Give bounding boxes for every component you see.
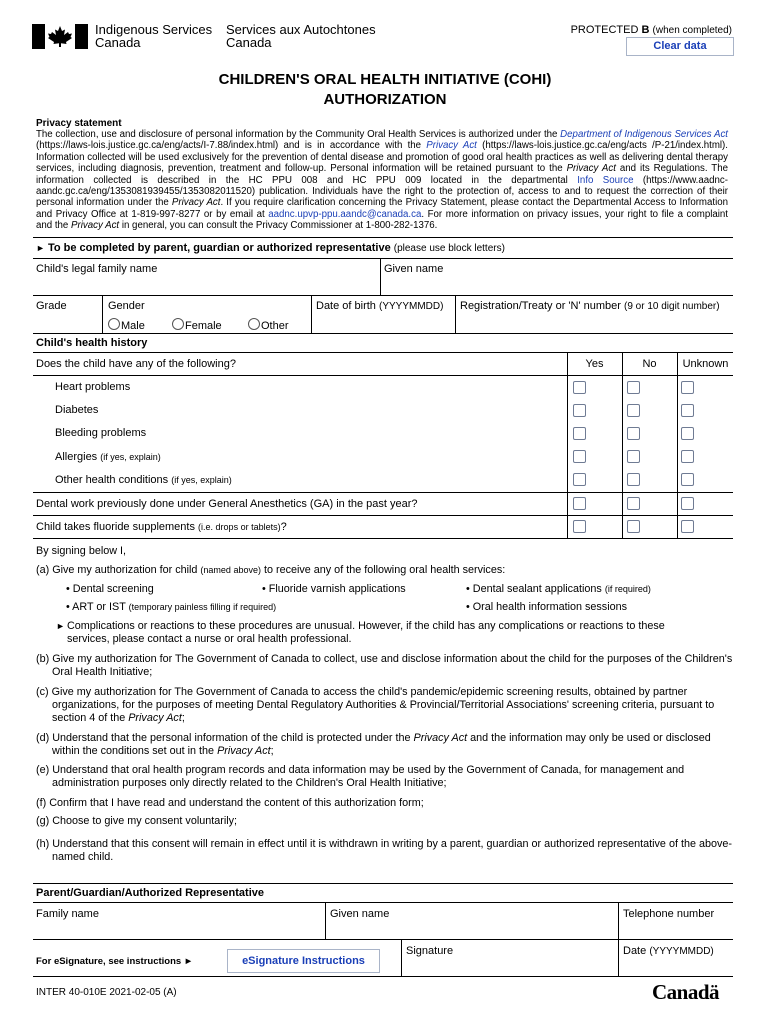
child-family-name-label: Child's legal family name [36, 263, 158, 275]
privacy-text-2: (https://laws-lois.justice.gc.ca/eng/acts/I-7.88/index.html) and is in accordance with the [36, 140, 422, 152]
divider [33, 515, 733, 516]
diabetes-unknown-checkbox[interactable] [681, 404, 694, 417]
health-heading: Child's health history [36, 337, 148, 349]
form-title-line2: AUTHORIZATION [323, 91, 447, 108]
allergies-label: Allergies [55, 451, 98, 463]
dept-name-fr [226, 23, 376, 49]
consent-c-italic: Privacy Act [128, 712, 182, 724]
consent-g: (g) Choose to give my consent voluntarily; [36, 815, 238, 827]
dob-label [316, 300, 443, 312]
gender-options [172, 318, 222, 332]
divider [33, 352, 733, 353]
rep-date-format: (YYYYMMDD) [649, 946, 714, 957]
ga-yes-checkbox[interactable] [573, 497, 586, 510]
divider [33, 883, 733, 884]
rep-family-name-input[interactable] [34, 922, 324, 938]
dept-name-en-line1: Indigenous Services [95, 22, 213, 37]
consent-b: (b) Give my authorization for The Government of Canada to collect, use and disclose information about the child for the purposes of the Children's Oral Health Initiative; [36, 653, 733, 678]
privacy-text-6: . If you require clarification concerning the Privacy Statement, please contact the Departmental Access to Information and Privacy Office at 1-819-997-8277 or by email at [36, 197, 729, 220]
diabetes-yes-checkbox[interactable] [573, 404, 586, 417]
divider [33, 902, 733, 903]
service-dental-screening: • Dental screening [66, 583, 154, 595]
rep-date-text: Date [623, 945, 647, 957]
dept-name-en-line2: Canada [95, 35, 141, 50]
divider [33, 939, 733, 940]
divider [567, 352, 568, 538]
divider [33, 492, 733, 493]
consent-c-end: ; [181, 712, 185, 724]
grade-label: Grade [36, 300, 67, 312]
divider [33, 295, 733, 296]
fluoride-note: (i.e. drops or tablets) [198, 522, 281, 532]
bleeding-yes-checkbox[interactable] [573, 427, 586, 440]
divider [33, 538, 733, 539]
gender-option-female[interactable] [172, 320, 222, 332]
service-dental-sealant [466, 583, 651, 595]
divider [33, 258, 733, 259]
parent-section-label [36, 242, 505, 254]
ga-no-checkbox[interactable] [627, 497, 640, 510]
signature-input[interactable] [403, 958, 616, 975]
consent-d-italic: Privacy Act [413, 732, 468, 744]
radio-icon[interactable] [108, 318, 120, 330]
consent-e: (e) Understand that oral health program records and data information may be used by the Government of Canada, for management and administration purposes only directly related to the Children's Oral Health Initiative; [36, 764, 685, 789]
protected-note: (when completed) [652, 25, 732, 36]
gender-male-label: Male [121, 320, 145, 332]
link-dept-act[interactable]: Department of Indigenous Services Act [560, 129, 728, 140]
divider [325, 903, 326, 939]
divider [311, 296, 312, 333]
divider [33, 333, 733, 334]
divider [33, 375, 733, 376]
link-email[interactable]: aadnc.upvp-ppu.aandc@canada.ca [268, 208, 422, 220]
rep-given-name-label: Given name [330, 908, 390, 920]
dental-sealant-label: • Dental sealant applications [466, 583, 602, 595]
consent-d-end: ; [270, 745, 274, 757]
privacy-text-8: in general, you can consult the Privacy Commissioner at 1-800-282-1376. [121, 220, 438, 232]
bleeding-unknown-checkbox[interactable] [681, 427, 694, 440]
registration-text: Registration/Treaty or 'N' number [460, 300, 621, 312]
protected-level: B [641, 24, 650, 36]
divider [622, 352, 623, 538]
signature-label: Signature [406, 945, 454, 957]
consent-d [36, 732, 734, 758]
divider [33, 237, 733, 238]
dept-name-fr-line1: Services aux Autochtones [226, 22, 376, 37]
rep-date-input[interactable] [620, 958, 732, 975]
registration-note: (9 or 10 digit number) [623, 301, 720, 312]
consent-c-text: (c) Give my authorization for The Government of Canada to access the child's pandemic/epidemic screening results, obtained by partner organizations, for the purposes of meeting Dental Regulatory Authorities & Provincial/Territorial Associations' screening criteria, pursuant to section 4 of the [36, 686, 715, 724]
fluoride-unknown-checkbox[interactable] [681, 520, 694, 533]
ga-unknown-checkbox[interactable] [681, 497, 694, 510]
dept-name-en [95, 23, 212, 49]
radio-icon[interactable] [172, 318, 184, 330]
protected-label [571, 24, 732, 36]
consent-a-end: to receive any of the following oral health services: [263, 564, 506, 576]
health-row-other [55, 474, 232, 486]
allergies-no-checkbox[interactable] [627, 450, 640, 463]
other-conditions-note: (if yes, explain) [171, 475, 232, 485]
other-no-checkbox[interactable] [627, 473, 640, 486]
other-conditions-label: Other health conditions [55, 474, 169, 486]
form-title [0, 70, 770, 110]
link-info-source[interactable]: Info Source [577, 174, 634, 186]
form-title-line1: CHILDREN'S ORAL HEALTH INITIATIVE (COHI) [218, 71, 552, 88]
representative-heading: Parent/Guardian/Authorized Representative [36, 887, 264, 899]
health-row-diabetes: Diabetes [55, 404, 99, 416]
esignature-instructions-button[interactable]: eSignature Instructions [227, 949, 380, 973]
fluoride-no-checkbox[interactable] [627, 520, 640, 533]
consent-c [36, 686, 734, 725]
privacy-text-5: (https://www.aadnc-aandc.gc.ca/eng/1353081939455/1353082011520) publication. Individuals have the right to the protection of, access to and to request the correction of their personal information under the [36, 174, 728, 209]
rep-given-name-input[interactable] [327, 922, 617, 938]
protected-text: PROTECTED [570, 24, 639, 36]
esignature-label: For eSignature, see instructions ► [36, 956, 194, 967]
gender-options [108, 318, 145, 332]
divider [455, 296, 456, 333]
gender-female-label: Female [185, 320, 222, 332]
consent-a-text: (a) Give my authorization for child [36, 564, 198, 576]
privacy-heading: Privacy statement [36, 118, 122, 129]
bleeding-no-checkbox[interactable] [627, 427, 640, 440]
consent-a-note: (named above) [200, 565, 261, 575]
gender-label: Gender [108, 300, 145, 312]
registration-input[interactable] [457, 313, 732, 331]
service-oral-health-info: • Oral health information sessions [466, 601, 628, 613]
privacy-act-italic-3: Privacy Act [71, 220, 120, 232]
parent-section-note: (please use block letters) [393, 243, 505, 254]
col-no-header: No [642, 358, 657, 370]
allergies-note: (if yes, explain) [100, 452, 161, 462]
registration-label [460, 300, 720, 312]
heart-unknown-checkbox[interactable] [681, 381, 694, 394]
arrow-right-icon: ► [56, 621, 65, 631]
allergies-yes-checkbox[interactable] [573, 450, 586, 463]
consent-intro: By signing below I, [36, 545, 127, 557]
arrow-right-icon: ► [36, 243, 45, 253]
telephone-label: Telephone number [623, 908, 715, 920]
dob-format: (YYYYMMDD) [378, 301, 444, 312]
consent-f: (f) Confirm that I have read and understand the content of this authorization form; [36, 797, 424, 809]
col-yes-header: Yes [585, 358, 604, 370]
child-family-name-input[interactable] [34, 276, 379, 294]
child-given-name-input[interactable] [382, 276, 732, 294]
consent-a [36, 564, 505, 577]
heart-no-checkbox[interactable] [627, 381, 640, 394]
service-art-ist [66, 601, 276, 613]
privacy-text-7: . For more information on privacy issues, your right to file a complaint and the [36, 208, 728, 232]
divider [401, 940, 402, 976]
canada-wordmark: Canadä [652, 980, 720, 1004]
divider [102, 296, 103, 333]
grade-input[interactable] [34, 313, 100, 331]
health-row-bleeding: Bleeding problems [55, 427, 147, 439]
privacy-statement [36, 129, 728, 232]
fluoride-label: Child takes fluoride supplements [36, 521, 195, 533]
art-ist-label: • ART or IST [66, 601, 126, 613]
radio-icon[interactable] [248, 318, 260, 330]
other-unknown-checkbox[interactable] [681, 473, 694, 486]
canada-flag-icon [32, 24, 88, 49]
consent-d-italic-2: Privacy Act [217, 745, 271, 757]
privacy-act-italic-2: Privacy Act [171, 197, 221, 209]
health-question: Does the child have any of the following? [36, 358, 236, 370]
ga-question: Dental work previously done under General Anesthetics (GA) in the past year? [36, 498, 418, 510]
fluoride-end: ? [280, 521, 287, 533]
form-number: INTER 40-010E 2021-02-05 (A) [36, 987, 177, 998]
fluoride-question [36, 521, 287, 533]
child-given-name-label: Given name [384, 263, 444, 275]
divider [380, 259, 381, 295]
link-privacy-act[interactable]: Privacy Act [426, 140, 477, 152]
clear-data-button[interactable]: Clear data [626, 37, 734, 56]
dob-text: Date of birth [316, 300, 376, 312]
fluoride-yes-checkbox[interactable] [573, 520, 586, 533]
divider [33, 976, 733, 977]
privacy-act-italic: Privacy Act [566, 163, 616, 175]
consent-complications: Complications or reactions to these procedures are unusual. However, if the child has any complications or reactions to these services, please contact a nurse or oral health professional. [67, 620, 665, 645]
allergies-unknown-checkbox[interactable] [681, 450, 694, 463]
dob-input[interactable] [313, 313, 453, 331]
consent-d-text: (d) Understand that the personal information of the child is protected under the [36, 732, 411, 744]
gender-other-label: Other [261, 320, 289, 332]
col-unknown-header: Unknown [682, 358, 729, 370]
gender-options [248, 318, 289, 332]
gender-option-other[interactable] [248, 320, 289, 332]
rep-family-name-label: Family name [36, 908, 99, 920]
dept-name-fr-line2: Canada [226, 35, 272, 50]
health-row-heart: Heart problems [55, 381, 131, 393]
heart-yes-checkbox[interactable] [573, 381, 586, 394]
parent-section-title: To be completed by parent, guardian or authorized representative [47, 242, 391, 254]
privacy-text-4: and its Regulations. The information collected is described in the HC PPU 008 and HC PPU 009 located in the departmental [36, 163, 728, 186]
telephone-input[interactable] [620, 922, 732, 938]
diabetes-no-checkbox[interactable] [627, 404, 640, 417]
other-yes-checkbox[interactable] [573, 473, 586, 486]
health-row-allergies [55, 451, 161, 463]
service-fluoride-varnish: • Fluoride varnish applications [262, 583, 406, 595]
dental-sealant-note: (if required) [604, 584, 651, 594]
divider [677, 352, 678, 538]
privacy-text-3: (https://laws-lois.justice.gc.ca/eng/acts /P-21/index.html). Information collected will be used exclusively for the prevention of dental disease and promotion of good oral health practices as well as delivering dental therapy services, including diagnosis, prevention, treatment and follow-up. Personal information will be retained pursuant to the [36, 140, 728, 175]
gender-option-male[interactable] [108, 320, 145, 332]
rep-date-label [623, 945, 714, 957]
privacy-text-1: The collection, use and disclosure of personal information by the Community Oral Health Services is authorized under the [36, 129, 558, 140]
consent-d-mid: and the information may only be used or disclosed within the conditions set out in the [52, 732, 711, 757]
art-ist-note: (temporary painless filling if required) [128, 602, 277, 612]
consent-h: (h) Understand that this consent will remain in effect until it is withdrawn in writing by a parent, guardian or authorized representative of the above-named child. [36, 838, 732, 863]
